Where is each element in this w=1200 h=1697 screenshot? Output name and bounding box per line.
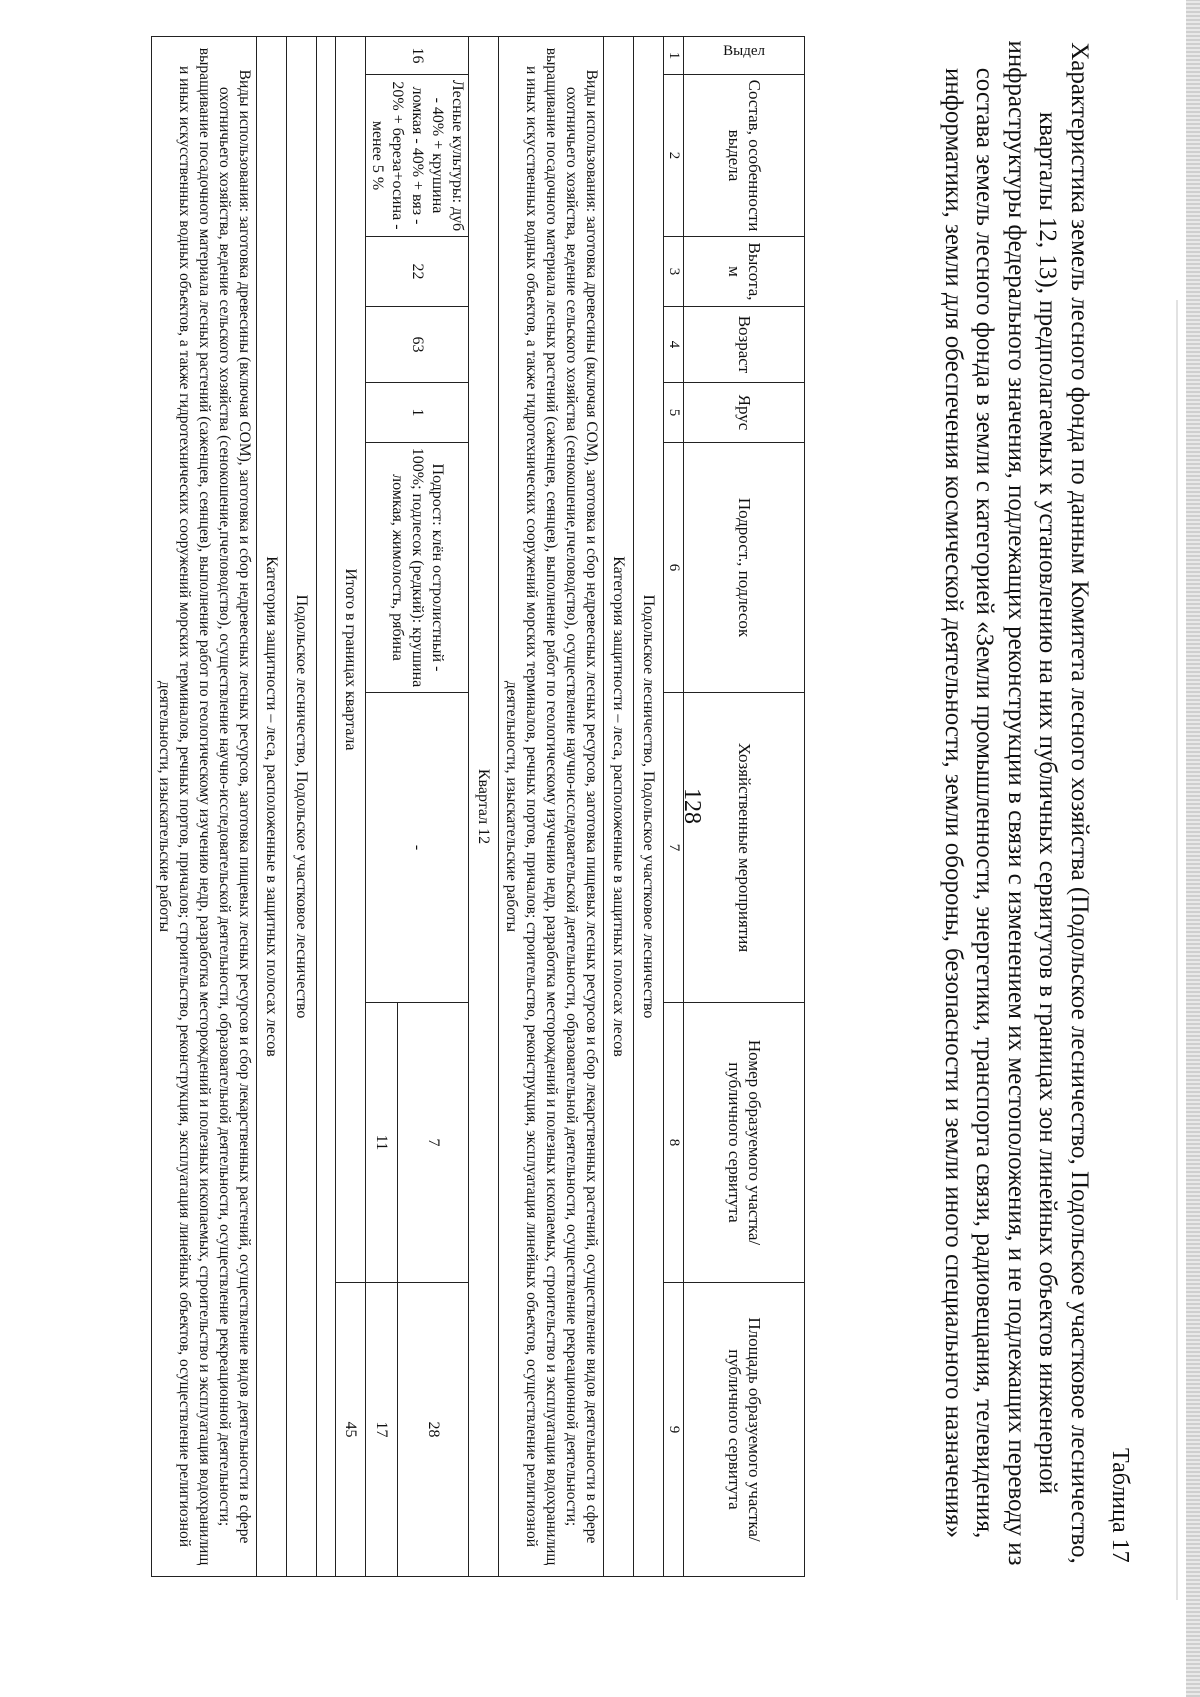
page-number: 128	[679, 788, 705, 824]
header-vydel: Выдел	[723, 43, 765, 59]
forestry-name: Подольское лесничество, Подольское участковое лесничество	[634, 37, 664, 1577]
quarter-total-label: Итого в границах квартала	[336, 37, 366, 1283]
empty-cell	[317, 37, 336, 1577]
plot-number: 7	[397, 1003, 468, 1283]
protection-category-row	[604, 37, 634, 1577]
quarter-row	[469, 37, 499, 1577]
table-row	[397, 37, 468, 1577]
scan-artifact	[1176, 300, 1178, 1600]
header-age: Возраст	[684, 307, 805, 383]
rotated-document-sheet	[55, 8, 1145, 1608]
composition: Лесные культуры: дуб - 40% + крушина ломкая - 40% + вяз - 20% + береза+осина - менее 5 %	[366, 75, 469, 237]
spacer-row	[317, 37, 336, 1577]
column-number-row	[664, 37, 684, 1577]
forestry-row-2	[287, 37, 317, 1577]
vydel-number: 16	[366, 37, 469, 75]
table-header-row	[684, 37, 805, 1577]
table-label: Таблица 17	[1107, 1448, 1133, 1563]
column-number: 2	[664, 75, 684, 237]
header-tier: Ярус	[684, 383, 805, 443]
forestry-name-2: Подольское лесничество, Подольское участковое лесничество	[287, 37, 317, 1577]
age: 63	[366, 307, 469, 383]
column-number: 3	[664, 237, 684, 307]
protection-category-row-2	[257, 37, 287, 1577]
header-height: Высота, м	[684, 237, 805, 307]
quarter-title: Квартал 12	[469, 37, 499, 1577]
usage-types-2: Виды использования: заготовка древесины (включая СОМ), заготовка и сбор недревесных лесных ресурсов, заготовка пищевых лесных ресурсов и сбор лекарственных растений, осуществление видов деятельности в сфере охотничьего хозяйства, ведение сельского хозяйства (сенокошение,пчеловодство), осуществление научно-исследовательской деятельности, образовательной деятельности, осуществление рекреационной деятельности; выращивание посадочного материала лесных растений (саженцев, сеянцев), выполнение работ по геологическому изучению недр, разработка месторождений и полезных ископаемых, строительство и эксплуатация водохранилищ и иных искусственных водных объектов, а также гидротехнических сооружений морских терминалов, речных портов, причалов; строительство, реконструкция, эксплуатация линейных объектов, осуществление религиозной деятельности, изыскательские работы	[152, 37, 257, 1577]
usage-row-2	[152, 37, 257, 1577]
column-number: 1	[664, 37, 684, 75]
plot-area: 28	[397, 1283, 468, 1577]
header-composition: Состав, особенности выдела	[684, 75, 805, 237]
column-number: 7	[664, 693, 684, 1003]
header-measures: Хозяйственные мероприятия	[684, 693, 805, 1003]
quarter-total-row	[336, 37, 366, 1577]
header-plot-number: Номер образуемого участка/ публичного сервитута	[684, 1003, 805, 1283]
header-plot-area: Площадь образуемого участка/ публичного сервитута	[684, 1283, 805, 1577]
forestry-row	[634, 37, 664, 1577]
usage-types: Виды использования: заготовка древесины (включая СОМ), заготовка и сбор недревесных лесных ресурсов, заготовка пищевых лесных ресурсов и сбор лекарственных растений, осуществление видов деятельности в сфере охотничьего хозяйства, ведение сельского хозяйства (сенокошение,пчеловодство), осуществление научно-исследовательской деятельности, образовательной деятельности, осуществление рекреационной деятельности; выращивание посадочного материала лесных растений (саженцев, сеянцев), выполнение работ по геологическому изучению недр, разработка месторождений и полезных ископаемых, строительство и эксплуатация водохранилищ и иных искусственных водных объектов, а также гидротехнических сооружений морских терминалов, речных портов, причалов; строительство, реконструкция, эксплуатация линейных объектов, осуществление религиозной деятельности, изыскательские работы	[499, 37, 604, 1577]
plot-area: 17	[366, 1283, 398, 1577]
tier: 1	[366, 383, 469, 443]
scan-page-edge	[1186, 0, 1200, 1697]
measures: -	[366, 693, 469, 1003]
height: 22	[366, 237, 469, 307]
protection-category: Категория защитности – леса, расположенные в защитных полосах лесов	[604, 37, 634, 1577]
usage-row	[499, 37, 604, 1577]
quarter-total-value: 45	[336, 1283, 366, 1577]
column-number: 4	[664, 307, 684, 383]
document-title: Характеристика земель лесного фонда по данным Комитета лесного хозяйства (Подольское лесничество, Подольское участковое лесничество, кварталы 12, 13), предполагаемых к установлению на них публичных сервитутов в границах зон линейных объектов инженерной инфраструктуры федерального значения, подлежащих реконструкции в связи с изменением их местоположения, и не подлежащих переводу из состава земель лесного фонда в земли с категорией «Земли промышленности, энергетики, транспорта связи, радиовещания, телевидения, информатики, земли для обеспечения космической деятельности, земли обороны, безопасности и земли иного специального назначения»	[939, 40, 1093, 1566]
column-number: 5	[664, 383, 684, 443]
column-number: 8	[664, 1003, 684, 1283]
plot-number: 11	[366, 1003, 398, 1283]
protection-category-2: Категория защитности – леса, расположенные в защитных полосах лесов	[257, 37, 287, 1577]
header-cell	[684, 37, 805, 75]
forest-land-table	[151, 36, 805, 1577]
column-number: 9	[664, 1283, 684, 1577]
column-number: 6	[664, 443, 684, 693]
undergrowth: Подрост: клён остролистный - 100%; подлесок (редкий): крушина ломкая, жимолость, рябина	[366, 443, 469, 693]
header-undergrowth: Подрост., подлесок	[684, 443, 805, 693]
